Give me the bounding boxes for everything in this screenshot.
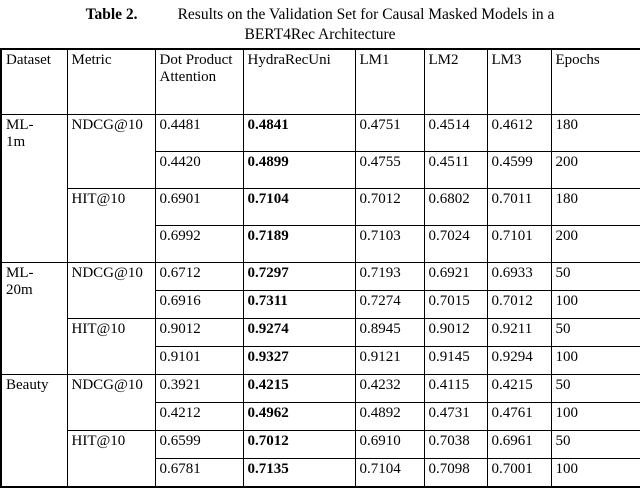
table-row: [1, 188, 640, 225]
value-cell: 0.4892: [355, 402, 424, 430]
col-header-lm3: LM3: [487, 49, 551, 115]
value-cell: 0.6599: [155, 430, 243, 458]
value-cell: 0.4612: [487, 114, 551, 151]
epochs-cell: 200: [551, 225, 640, 262]
header-row: [1, 49, 640, 115]
metric-cell: NDCG@10: [67, 114, 155, 188]
value-cell: 0.7015: [424, 290, 487, 318]
metric-cell: NDCG@10: [67, 262, 155, 318]
value-cell: 0.7024: [424, 225, 487, 262]
value-cell: 0.4841: [243, 114, 355, 151]
value-cell: 0.7311: [243, 290, 355, 318]
results-table: [0, 48, 640, 488]
value-cell: 0.9012: [155, 318, 243, 346]
table-caption: [58, 0, 583, 45]
value-cell: 0.4115: [424, 374, 487, 402]
dataset-cell: ML-1m: [1, 114, 67, 262]
col-header-metric: Metric: [67, 49, 155, 115]
value-cell: 0.6712: [155, 262, 243, 290]
value-cell: 0.4899: [243, 151, 355, 188]
dataset-cell: Beauty: [1, 374, 67, 487]
metric-cell: HIT@10: [67, 430, 155, 487]
value-cell: 0.6921: [424, 262, 487, 290]
epochs-cell: 50: [551, 430, 640, 458]
epochs-cell: 180: [551, 114, 640, 151]
epochs-cell: 50: [551, 318, 640, 346]
epochs-cell: 100: [551, 402, 640, 430]
value-cell: 0.7189: [243, 225, 355, 262]
table-row: [1, 430, 640, 458]
value-cell: 0.7012: [487, 290, 551, 318]
epochs-cell: 100: [551, 290, 640, 318]
caption-text: Results on the Validation Set for Causal Masked Models in a BERT4Rec Architecture: [177, 6, 555, 43]
value-cell: 0.4751: [355, 114, 424, 151]
value-cell: 0.4511: [424, 151, 487, 188]
table-row: [1, 318, 640, 346]
value-cell: 0.7104: [243, 188, 355, 225]
value-cell: 0.8945: [355, 318, 424, 346]
epochs-cell: 50: [551, 262, 640, 290]
value-cell: 0.7038: [424, 430, 487, 458]
table-row: [1, 374, 640, 402]
value-cell: 0.4215: [243, 374, 355, 402]
epochs-cell: 180: [551, 188, 640, 225]
value-cell: 0.4481: [155, 114, 243, 151]
value-cell: 0.4599: [487, 151, 551, 188]
value-cell: 0.9211: [487, 318, 551, 346]
value-cell: 0.4962: [243, 402, 355, 430]
value-cell: 0.4420: [155, 151, 243, 188]
value-cell: 0.7193: [355, 262, 424, 290]
epochs-cell: 200: [551, 151, 640, 188]
value-cell: 0.7101: [487, 225, 551, 262]
value-cell: 0.9294: [487, 346, 551, 374]
table-row: [1, 262, 640, 290]
value-cell: 0.4212: [155, 402, 243, 430]
caption-label: Table 2.: [85, 6, 138, 23]
value-cell: 0.7103: [355, 225, 424, 262]
value-cell: 0.7001: [487, 458, 551, 487]
value-cell: 0.9274: [243, 318, 355, 346]
value-cell: 0.3921: [155, 374, 243, 402]
col-header-hydrarecuni: HydraRecUni: [243, 49, 355, 115]
value-cell: 0.6910: [355, 430, 424, 458]
epochs-cell: 100: [551, 346, 640, 374]
value-cell: 0.4731: [424, 402, 487, 430]
value-cell: 0.9101: [155, 346, 243, 374]
metric-cell: HIT@10: [67, 188, 155, 262]
epochs-cell: 50: [551, 374, 640, 402]
value-cell: 0.4761: [487, 402, 551, 430]
col-header-epochs: Epochs: [551, 49, 640, 115]
value-cell: 0.4215: [487, 374, 551, 402]
value-cell: 0.9121: [355, 346, 424, 374]
epochs-cell: 100: [551, 458, 640, 487]
value-cell: 0.4514: [424, 114, 487, 151]
value-cell: 0.9327: [243, 346, 355, 374]
value-cell: 0.7135: [243, 458, 355, 487]
value-cell: 0.7012: [355, 188, 424, 225]
value-cell: 0.7297: [243, 262, 355, 290]
value-cell: 0.7011: [487, 188, 551, 225]
value-cell: 0.6802: [424, 188, 487, 225]
value-cell: 0.7104: [355, 458, 424, 487]
value-cell: 0.6961: [487, 430, 551, 458]
col-header-lm1: LM1: [355, 49, 424, 115]
value-cell: 0.7274: [355, 290, 424, 318]
col-header-dataset: Dataset: [1, 49, 67, 115]
value-cell: 0.9012: [424, 318, 487, 346]
metric-cell: HIT@10: [67, 318, 155, 374]
col-header-lm2: LM2: [424, 49, 487, 115]
value-cell: 0.4232: [355, 374, 424, 402]
value-cell: 0.6901: [155, 188, 243, 225]
value-cell: 0.9145: [424, 346, 487, 374]
value-cell: 0.7012: [243, 430, 355, 458]
metric-cell: NDCG@10: [67, 374, 155, 430]
value-cell: 0.4755: [355, 151, 424, 188]
table-row: [1, 114, 640, 151]
value-cell: 0.6781: [155, 458, 243, 487]
value-cell: 0.7098: [424, 458, 487, 487]
value-cell: 0.6933: [487, 262, 551, 290]
value-cell: 0.6916: [155, 290, 243, 318]
col-header-dot-product-attention: Dot Product Attention: [155, 49, 243, 115]
dataset-cell: ML-20m: [1, 262, 67, 374]
value-cell: 0.6992: [155, 225, 243, 262]
